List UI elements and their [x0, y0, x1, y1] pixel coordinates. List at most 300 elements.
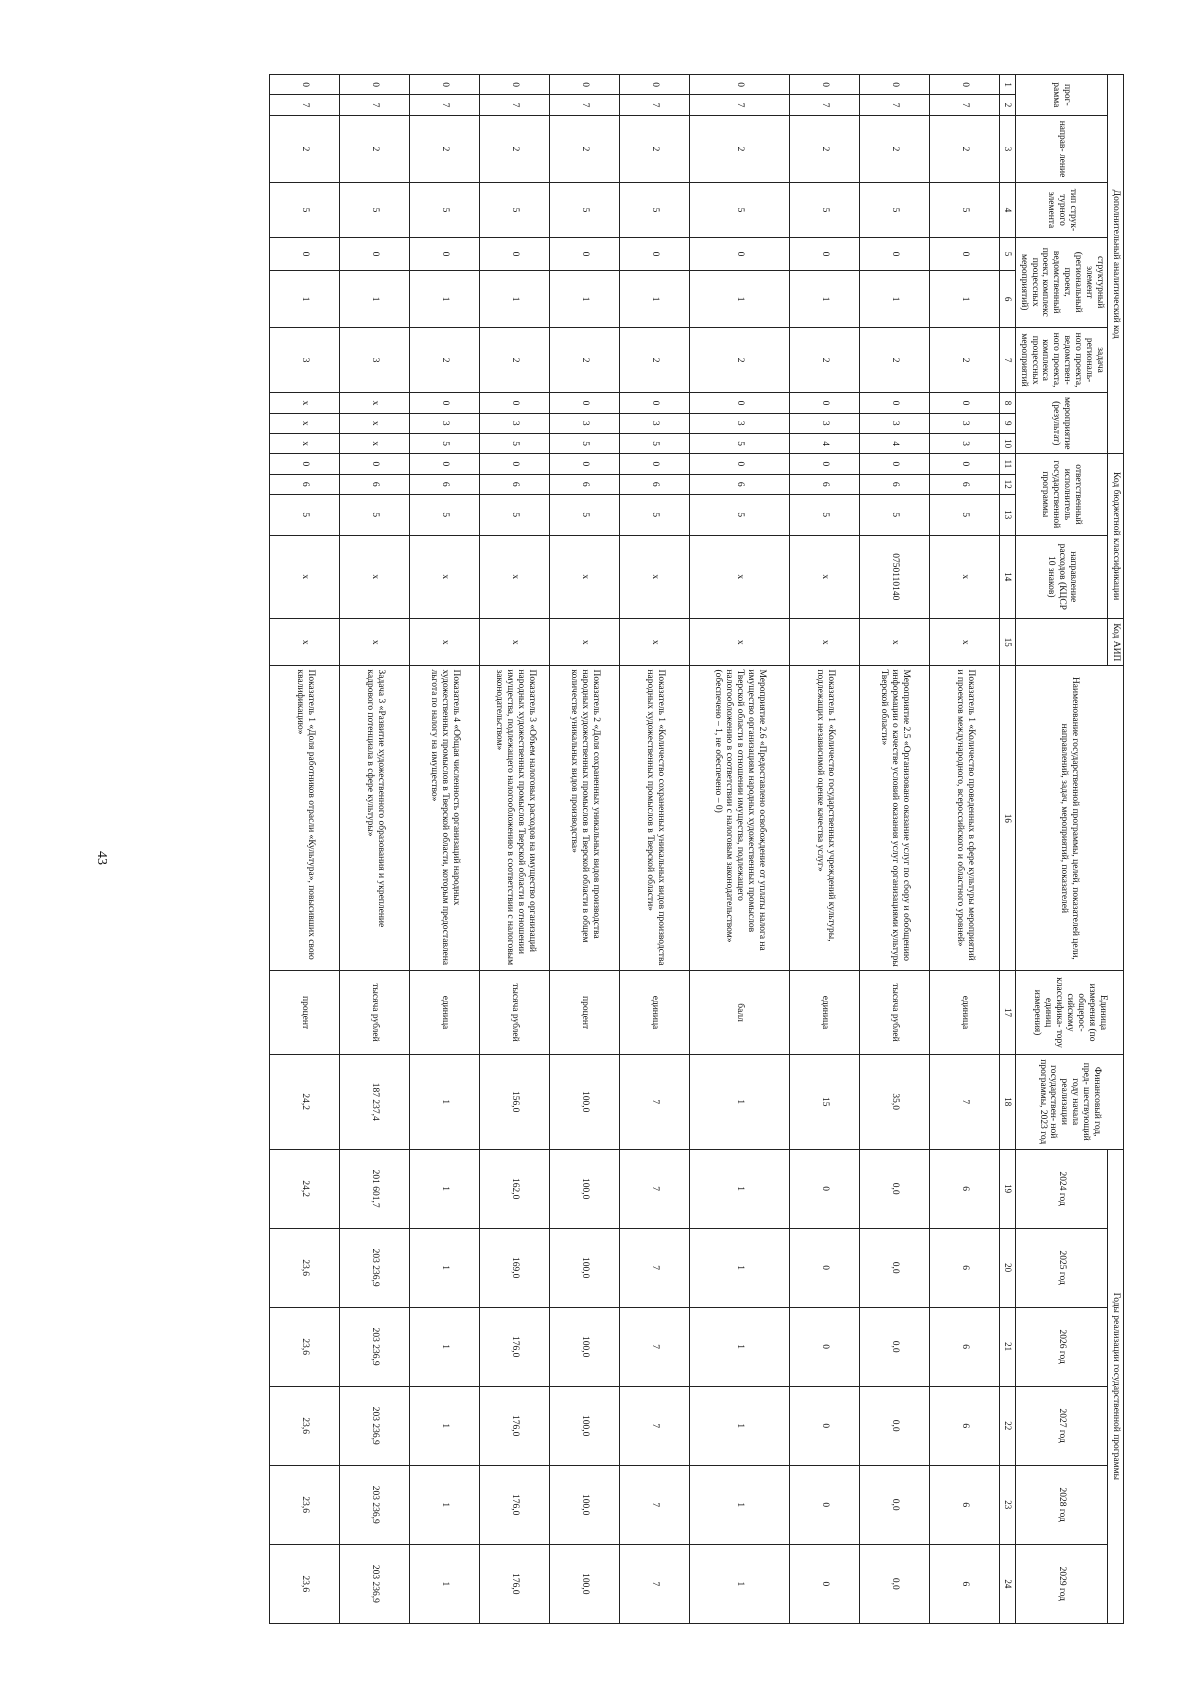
- column-number: 5: [1000, 237, 1015, 271]
- value-cell: 24,2: [270, 1149, 340, 1228]
- code-cell: 0: [790, 454, 860, 474]
- value-cell: 23,6: [270, 1228, 340, 1307]
- code-cell: 5: [270, 494, 340, 535]
- code-cell: 2: [480, 115, 550, 183]
- code-cell: 6: [790, 474, 860, 494]
- code-cell: 5: [480, 433, 550, 453]
- name-cell: Мероприятие 2.5 «Организовано оказание услуг по сбору и обобщению информации о качестве условий оказания услуг организациями культуры Тверской области»: [860, 666, 930, 971]
- value-cell: 0: [790, 1386, 860, 1465]
- code-cell: 5: [690, 183, 790, 237]
- unit-cell: процент: [270, 971, 340, 1055]
- value-cell: 1: [690, 1544, 790, 1623]
- value-cell: 1: [690, 1054, 790, 1149]
- value-cell: 176,0: [480, 1307, 550, 1386]
- code-cell: 3: [620, 413, 690, 433]
- code-cell: 0: [620, 237, 690, 271]
- code-cell: 2: [930, 327, 1000, 392]
- code-cell: 3: [480, 413, 550, 433]
- header-prog: прог- рамма: [1015, 75, 1107, 116]
- code-cell: 3: [270, 327, 340, 392]
- value-cell: 1: [410, 1465, 480, 1544]
- header-struct: структурный элемент (региональный проект, ведомственный проект, комплекс процессных мероприятий): [1015, 237, 1107, 327]
- value-cell: 6: [930, 1149, 1000, 1228]
- value-cell: 7: [620, 1544, 690, 1623]
- table-row: [340, 75, 410, 1624]
- value-cell: 0,0: [860, 1307, 930, 1386]
- code-cell: 0: [860, 454, 930, 474]
- table-row: [410, 75, 480, 1624]
- code-cell: 6: [270, 474, 340, 494]
- value-cell: 23,6: [270, 1307, 340, 1386]
- column-number: 1: [1000, 75, 1015, 95]
- code-cell: 6: [930, 474, 1000, 494]
- code-cell: 6: [860, 474, 930, 494]
- column-number: 6: [1000, 271, 1015, 327]
- code-cell: 0: [480, 393, 550, 413]
- column-number: 10: [1000, 433, 1015, 453]
- unit-cell: тысяча рублей: [860, 971, 930, 1055]
- code-cell: 1: [270, 271, 340, 327]
- table-row: [860, 75, 930, 1624]
- code-cell: 0750110140: [860, 535, 930, 619]
- unit-cell: тысяча рублей: [340, 971, 410, 1055]
- code-cell: х: [340, 393, 410, 413]
- name-cell: Показатель 1 «Доля работников отрасли «Культура», повысивших свою квалификацию»: [270, 666, 340, 971]
- header-aip: Код АИП: [1108, 619, 1124, 666]
- column-number-row: [1000, 75, 1015, 1624]
- value-cell: 0,0: [860, 1149, 930, 1228]
- code-cell: 0: [410, 237, 480, 271]
- table-row: [930, 75, 1000, 1624]
- code-cell: 0: [410, 393, 480, 413]
- code-cell: 0: [930, 237, 1000, 271]
- name-cell: Мероприятие 2.6 «Предоставлено освобождение от уплаты налога на имущество организациям народных художественных промыслов Тверской области в отношении имущества, подлежащего налогообложению в соответствии с налоговым законодательством» (обеспечено – 1, не обеспечено – 0): [690, 666, 790, 971]
- value-cell: 100,0: [550, 1149, 620, 1228]
- code-cell: 7: [620, 95, 690, 115]
- code-cell: 5: [340, 183, 410, 237]
- code-cell: 0: [270, 454, 340, 474]
- code-cell: 3: [790, 413, 860, 433]
- code-cell: х: [550, 619, 620, 666]
- code-cell: 2: [860, 115, 930, 183]
- year-2026: 2026 год: [1015, 1307, 1107, 1386]
- code-cell: 0: [930, 75, 1000, 95]
- column-number: 17: [1000, 971, 1015, 1055]
- name-cell: Показатель 1 «Количество проведенных в сфере культуры мероприятий и проектов международного, всероссийского и областного уровней»: [930, 666, 1000, 971]
- code-cell: 0: [620, 393, 690, 413]
- code-cell: 0: [620, 75, 690, 95]
- value-cell: 176,0: [480, 1465, 550, 1544]
- code-cell: х: [340, 619, 410, 666]
- value-cell: 100,0: [550, 1228, 620, 1307]
- code-cell: х: [410, 535, 480, 619]
- name-cell: Показатель 4 «Общая численность организаций народных художественных промыслов в Тверской области, которым предоставлена льгота по налогу на имущество»: [410, 666, 480, 971]
- value-cell: 203 236,9: [340, 1465, 410, 1544]
- value-cell: 0: [790, 1149, 860, 1228]
- value-cell: 6: [930, 1386, 1000, 1465]
- value-cell: 100,0: [550, 1465, 620, 1544]
- code-cell: 2: [790, 327, 860, 392]
- code-cell: 6: [550, 474, 620, 494]
- column-number: 3: [1000, 115, 1015, 183]
- code-cell: 5: [550, 183, 620, 237]
- code-cell: х: [270, 393, 340, 413]
- code-cell: х: [550, 535, 620, 619]
- column-number: 4: [1000, 183, 1015, 237]
- code-cell: 5: [410, 183, 480, 237]
- name-cell: Показатель 2 «Доля сохраненных уникальных видов производства народных художественных промыслов в Тверской области в общем количестве уникальных видов производства»: [550, 666, 620, 971]
- value-cell: 23,6: [270, 1386, 340, 1465]
- value-cell: 7: [620, 1054, 690, 1149]
- column-number: 19: [1000, 1149, 1015, 1228]
- code-cell: 0: [930, 454, 1000, 474]
- value-cell: 0: [790, 1228, 860, 1307]
- value-cell: 23,6: [270, 1465, 340, 1544]
- code-cell: 1: [930, 271, 1000, 327]
- value-cell: 7: [620, 1228, 690, 1307]
- header-otvet: ответственный исполнитель государственной программы: [1015, 454, 1107, 535]
- code-cell: 0: [270, 237, 340, 271]
- code-cell: х: [270, 535, 340, 619]
- code-cell: 0: [340, 75, 410, 95]
- code-cell: 2: [340, 115, 410, 183]
- code-cell: 5: [930, 494, 1000, 535]
- code-cell: 1: [480, 271, 550, 327]
- code-cell: 1: [550, 271, 620, 327]
- value-cell: 6: [930, 1465, 1000, 1544]
- code-cell: 5: [790, 183, 860, 237]
- name-cell: Показатель 3 «Объем налоговых расходов на имущество организаций народных художественных промыслов Тверской области в отношении имущества, подлежащего налогообложению в соответствии с налоговым законодательством»: [480, 666, 550, 971]
- table-row: [690, 75, 790, 1624]
- value-cell: 169,0: [480, 1228, 550, 1307]
- year-2027: 2027 год: [1015, 1386, 1107, 1465]
- value-cell: 0: [790, 1307, 860, 1386]
- code-cell: 2: [270, 115, 340, 183]
- value-cell: 6: [930, 1307, 1000, 1386]
- column-number: 16: [1000, 666, 1015, 971]
- column-number: 8: [1000, 393, 1015, 413]
- value-cell: 0,0: [860, 1386, 930, 1465]
- name-cell: Показатель 1 «Количество сохраненных уникальных видов производства народных художественных промыслов в Тверской области»: [620, 666, 690, 971]
- code-cell: 0: [690, 454, 790, 474]
- code-cell: 0: [480, 237, 550, 271]
- value-cell: 23,6: [270, 1544, 340, 1623]
- code-cell: 0: [480, 454, 550, 474]
- value-cell: 203 236,9: [340, 1307, 410, 1386]
- value-cell: 176,0: [480, 1386, 550, 1465]
- code-cell: 5: [690, 494, 790, 535]
- unit-cell: балл: [690, 971, 790, 1055]
- value-cell: 1: [410, 1386, 480, 1465]
- rotated-table-container: [154, 74, 1124, 1624]
- header-napr: направ- ление: [1015, 115, 1107, 183]
- year-2028: 2028 год: [1015, 1465, 1107, 1544]
- code-cell: 7: [550, 95, 620, 115]
- code-cell: 2: [620, 327, 690, 392]
- code-cell: 7: [480, 95, 550, 115]
- value-cell: 15: [790, 1054, 860, 1149]
- column-number: 18: [1000, 1054, 1015, 1149]
- column-number: 13: [1000, 494, 1015, 535]
- code-cell: х: [480, 619, 550, 666]
- unit-cell: тысяча рублей: [480, 971, 550, 1055]
- column-number: 9: [1000, 413, 1015, 433]
- value-cell: 1: [410, 1149, 480, 1228]
- unit-cell: единица: [620, 971, 690, 1055]
- code-cell: 5: [340, 494, 410, 535]
- value-cell: 0,0: [860, 1228, 930, 1307]
- code-cell: 6: [340, 474, 410, 494]
- code-cell: 3: [550, 413, 620, 433]
- value-cell: 100,0: [550, 1544, 620, 1623]
- code-cell: 0: [790, 75, 860, 95]
- value-cell: 7: [930, 1054, 1000, 1149]
- value-cell: 24,2: [270, 1054, 340, 1149]
- code-cell: 7: [930, 95, 1000, 115]
- code-cell: 3: [930, 433, 1000, 453]
- code-cell: 0: [690, 237, 790, 271]
- code-cell: 2: [480, 327, 550, 392]
- value-cell: 0: [790, 1465, 860, 1544]
- code-cell: х: [860, 619, 930, 666]
- value-cell: 1: [690, 1307, 790, 1386]
- code-cell: 2: [790, 115, 860, 183]
- value-cell: 203 236,9: [340, 1544, 410, 1623]
- code-cell: 3: [340, 327, 410, 392]
- column-number: 14: [1000, 535, 1015, 619]
- code-cell: 0: [860, 75, 930, 95]
- code-cell: 7: [340, 95, 410, 115]
- value-cell: 203 236,9: [340, 1228, 410, 1307]
- code-cell: 5: [270, 183, 340, 237]
- code-cell: 3: [410, 413, 480, 433]
- code-cell: 2: [550, 327, 620, 392]
- code-cell: х: [690, 619, 790, 666]
- code-cell: х: [790, 535, 860, 619]
- program-table: [269, 74, 1124, 1624]
- code-cell: 0: [860, 393, 930, 413]
- value-cell: 1: [410, 1054, 480, 1149]
- code-cell: 7: [860, 95, 930, 115]
- code-cell: 5: [620, 494, 690, 535]
- value-cell: 203 236,9: [340, 1386, 410, 1465]
- value-cell: 35,0: [860, 1054, 930, 1149]
- code-cell: 0: [790, 237, 860, 271]
- code-cell: 2: [410, 115, 480, 183]
- code-cell: 2: [860, 327, 930, 392]
- header-aip-empty: [1015, 619, 1107, 666]
- code-cell: х: [930, 619, 1000, 666]
- table-row: [620, 75, 690, 1624]
- code-cell: 5: [480, 183, 550, 237]
- column-number: 2: [1000, 95, 1015, 115]
- code-cell: 2: [410, 327, 480, 392]
- code-cell: 7: [790, 95, 860, 115]
- value-cell: 7: [620, 1465, 690, 1544]
- year-2025: 2025 год: [1015, 1228, 1107, 1307]
- code-cell: 5: [550, 433, 620, 453]
- code-cell: 1: [690, 271, 790, 327]
- code-cell: 2: [620, 115, 690, 183]
- code-cell: 0: [340, 454, 410, 474]
- code-cell: 2: [690, 115, 790, 183]
- code-cell: 7: [270, 95, 340, 115]
- value-cell: 6: [930, 1228, 1000, 1307]
- unit-cell: единица: [930, 971, 1000, 1055]
- code-cell: 6: [620, 474, 690, 494]
- code-cell: 6: [690, 474, 790, 494]
- year-2024: 2024 год: [1015, 1149, 1107, 1228]
- value-cell: 1: [690, 1228, 790, 1307]
- code-cell: 5: [550, 494, 620, 535]
- value-cell: 1: [410, 1228, 480, 1307]
- code-cell: 0: [790, 393, 860, 413]
- header-napr-rash: направление расходов (КЦСР 10 знаков): [1015, 535, 1107, 619]
- code-cell: 0: [270, 75, 340, 95]
- code-cell: 4: [860, 433, 930, 453]
- column-number: 12: [1000, 474, 1015, 494]
- code-cell: 1: [790, 271, 860, 327]
- column-number: 15: [1000, 619, 1015, 666]
- column-number: 23: [1000, 1465, 1015, 1544]
- code-cell: х: [340, 433, 410, 453]
- code-cell: х: [790, 619, 860, 666]
- header-years-group: Годы реализации государственной программы: [1108, 1149, 1124, 1623]
- code-cell: 0: [340, 237, 410, 271]
- code-cell: 1: [620, 271, 690, 327]
- code-cell: 0: [410, 75, 480, 95]
- code-cell: х: [620, 535, 690, 619]
- code-cell: 1: [340, 271, 410, 327]
- header-budget: Код бюджетной классификации: [1108, 454, 1124, 619]
- code-cell: х: [270, 413, 340, 433]
- code-cell: 5: [620, 433, 690, 453]
- value-cell: 176,0: [480, 1544, 550, 1623]
- code-cell: 3: [860, 413, 930, 433]
- value-cell: 7: [620, 1386, 690, 1465]
- year-2029: 2029 год: [1015, 1544, 1107, 1623]
- value-cell: 100,0: [550, 1386, 620, 1465]
- value-cell: 1: [410, 1307, 480, 1386]
- value-cell: 7: [620, 1149, 690, 1228]
- unit-cell: единица: [790, 971, 860, 1055]
- value-cell: 162,0: [480, 1149, 550, 1228]
- column-number: 7: [1000, 327, 1015, 392]
- column-number: 20: [1000, 1228, 1015, 1307]
- code-cell: х: [340, 535, 410, 619]
- code-cell: 6: [410, 474, 480, 494]
- unit-cell: процент: [550, 971, 620, 1055]
- value-cell: 0,0: [860, 1465, 930, 1544]
- table-row: [480, 75, 550, 1624]
- value-cell: 7: [620, 1307, 690, 1386]
- value-cell: 100,0: [550, 1054, 620, 1149]
- code-cell: 7: [410, 95, 480, 115]
- code-cell: 0: [690, 75, 790, 95]
- value-cell: 201 601,7: [340, 1149, 410, 1228]
- code-cell: 3: [690, 413, 790, 433]
- code-cell: 7: [690, 95, 790, 115]
- code-cell: х: [690, 535, 790, 619]
- code-cell: 0: [930, 393, 1000, 413]
- code-cell: 5: [930, 183, 1000, 237]
- code-cell: 3: [930, 413, 1000, 433]
- code-cell: х: [480, 535, 550, 619]
- code-cell: 0: [410, 454, 480, 474]
- code-cell: 1: [860, 271, 930, 327]
- value-cell: 100,0: [550, 1307, 620, 1386]
- value-cell: 1: [690, 1386, 790, 1465]
- code-cell: х: [930, 535, 1000, 619]
- value-cell: 187 237,4: [340, 1054, 410, 1149]
- code-cell: 6: [480, 474, 550, 494]
- code-cell: 5: [480, 494, 550, 535]
- code-cell: 2: [550, 115, 620, 183]
- code-cell: 5: [620, 183, 690, 237]
- code-cell: 0: [690, 393, 790, 413]
- table-row: [790, 75, 860, 1624]
- code-cell: 5: [410, 494, 480, 535]
- name-cell: Задача 3 «Развитие художественного образования и укрепление кадрового потенциала в сфере культуры»: [340, 666, 410, 971]
- value-cell: 1: [690, 1149, 790, 1228]
- code-cell: 0: [550, 75, 620, 95]
- code-cell: 2: [930, 115, 1000, 183]
- code-cell: х: [340, 413, 410, 433]
- value-cell: 1: [410, 1544, 480, 1623]
- value-cell: 156,0: [480, 1054, 550, 1149]
- value-cell: 1: [690, 1465, 790, 1544]
- code-cell: х: [410, 619, 480, 666]
- header-unit: Единица измерения (по общерос- сийскому классифика- тору единиц измерения): [1015, 971, 1123, 1055]
- value-cell: 0,0: [860, 1544, 930, 1623]
- table-row: [550, 75, 620, 1624]
- column-number: 11: [1000, 454, 1015, 474]
- value-cell: 6: [930, 1544, 1000, 1623]
- header-fin-year: Финансовый год, пред- шествующий году начала реализации государствен- ной программы, 2023 год: [1015, 1054, 1123, 1149]
- code-cell: х: [270, 433, 340, 453]
- table-body: [270, 75, 1000, 1624]
- code-cell: 0: [550, 393, 620, 413]
- header-name: Наименование государственной программы, целей, показателей цели, направлений, задач, мероприятий, показателей: [1015, 666, 1123, 971]
- code-cell: 0: [550, 237, 620, 271]
- code-cell: 5: [790, 494, 860, 535]
- page-number: 43: [94, 851, 109, 865]
- column-number: 21: [1000, 1307, 1015, 1386]
- column-number: 22: [1000, 1386, 1015, 1465]
- code-cell: 0: [550, 454, 620, 474]
- table-row: [270, 75, 340, 1624]
- code-cell: х: [620, 619, 690, 666]
- header-zadacha: задача региональ- ного проекта, ведомствен- ного проекта, комплекса процессных мероприятий: [1015, 327, 1107, 392]
- code-cell: 0: [620, 454, 690, 474]
- code-cell: 0: [480, 75, 550, 95]
- code-cell: х: [270, 619, 340, 666]
- column-number: 24: [1000, 1544, 1015, 1623]
- header-tip: тип струк- турного элемента: [1015, 183, 1107, 237]
- code-cell: 5: [690, 433, 790, 453]
- header-dop-code: Дополнительный аналитический код: [1108, 75, 1124, 454]
- code-cell: 4: [790, 433, 860, 453]
- code-cell: 2: [690, 327, 790, 392]
- code-cell: 0: [860, 237, 930, 271]
- code-cell: 5: [410, 433, 480, 453]
- code-cell: 5: [860, 494, 930, 535]
- header-meropr: мероприятие (результат): [1015, 393, 1107, 454]
- name-cell: Показатель 1 «Количество государственных учреждений культуры, подлежащих независимой оценке качества услуг»: [790, 666, 860, 971]
- unit-cell: единица: [410, 971, 480, 1055]
- value-cell: 0: [790, 1544, 860, 1623]
- code-cell: 5: [860, 183, 930, 237]
